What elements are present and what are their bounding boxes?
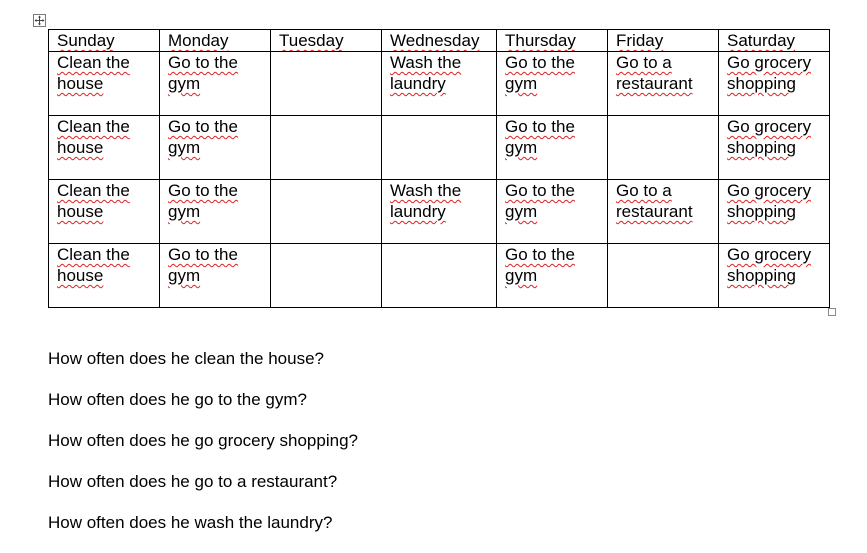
table-resize-icon[interactable] (828, 308, 836, 316)
table-cell[interactable]: Go to the gym (497, 116, 608, 180)
table-cell[interactable] (382, 244, 497, 308)
table-row (49, 52, 830, 116)
table-cell[interactable] (271, 116, 382, 180)
table-cell[interactable] (382, 116, 497, 180)
table-cell[interactable] (271, 244, 382, 308)
table-cell[interactable]: Clean the house (49, 52, 160, 116)
header-monday[interactable]: Monday (160, 30, 271, 52)
table-cell[interactable]: Go to the gym (160, 180, 271, 244)
table-cell[interactable]: Go to a restaurant (608, 180, 719, 244)
header-sunday[interactable]: Sunday (49, 30, 160, 52)
table-cell[interactable] (271, 52, 382, 116)
question-laundry[interactable]: How often does he wash the laundry? (48, 513, 333, 532)
table-cell[interactable]: Go grocery shopping (719, 52, 830, 116)
table-cell[interactable]: Go to the gym (160, 52, 271, 116)
table-cell[interactable]: Go to the gym (160, 116, 271, 180)
table-cell[interactable]: Wash the laundry (382, 52, 497, 116)
table-cell[interactable]: Go to a restaurant (608, 52, 719, 116)
table-cell[interactable] (608, 244, 719, 308)
header-row (49, 30, 830, 52)
header-saturday[interactable]: Saturday (719, 30, 830, 52)
table-move-icon[interactable] (33, 14, 46, 27)
question-list (48, 348, 358, 553)
table-cell[interactable]: Go grocery shopping (719, 180, 830, 244)
table-row (49, 244, 830, 308)
header-tuesday[interactable]: Tuesday (271, 30, 382, 52)
weekly-schedule-table (48, 29, 830, 308)
header-wednesday[interactable]: Wednesday (382, 30, 497, 52)
table-cell[interactable]: Go to the gym (160, 244, 271, 308)
table-cell[interactable]: Wash the laundry (382, 180, 497, 244)
table-cell[interactable]: Clean the house (49, 180, 160, 244)
table-row (49, 180, 830, 244)
question-gym[interactable]: How often does he go to the gym? (48, 390, 307, 409)
question-clean-house[interactable]: How often does he clean the house? (48, 349, 324, 368)
table-cell[interactable]: Go to the gym (497, 244, 608, 308)
header-thursday[interactable]: Thursday (497, 30, 608, 52)
table-cell[interactable]: Go to the gym (497, 52, 608, 116)
table-cell[interactable]: Go grocery shopping (719, 116, 830, 180)
table-cell[interactable]: Go grocery shopping (719, 244, 830, 308)
table-cell[interactable]: Go to the gym (497, 180, 608, 244)
table-cell[interactable]: Clean the house (49, 244, 160, 308)
header-friday[interactable]: Friday (608, 30, 719, 52)
question-restaurant[interactable]: How often does he go to a restaurant? (48, 472, 338, 491)
question-grocery[interactable]: How often does he go grocery shopping? (48, 431, 358, 450)
table-cell[interactable] (271, 180, 382, 244)
table-row (49, 116, 830, 180)
table-cell[interactable] (608, 116, 719, 180)
table-cell[interactable]: Clean the house (49, 116, 160, 180)
